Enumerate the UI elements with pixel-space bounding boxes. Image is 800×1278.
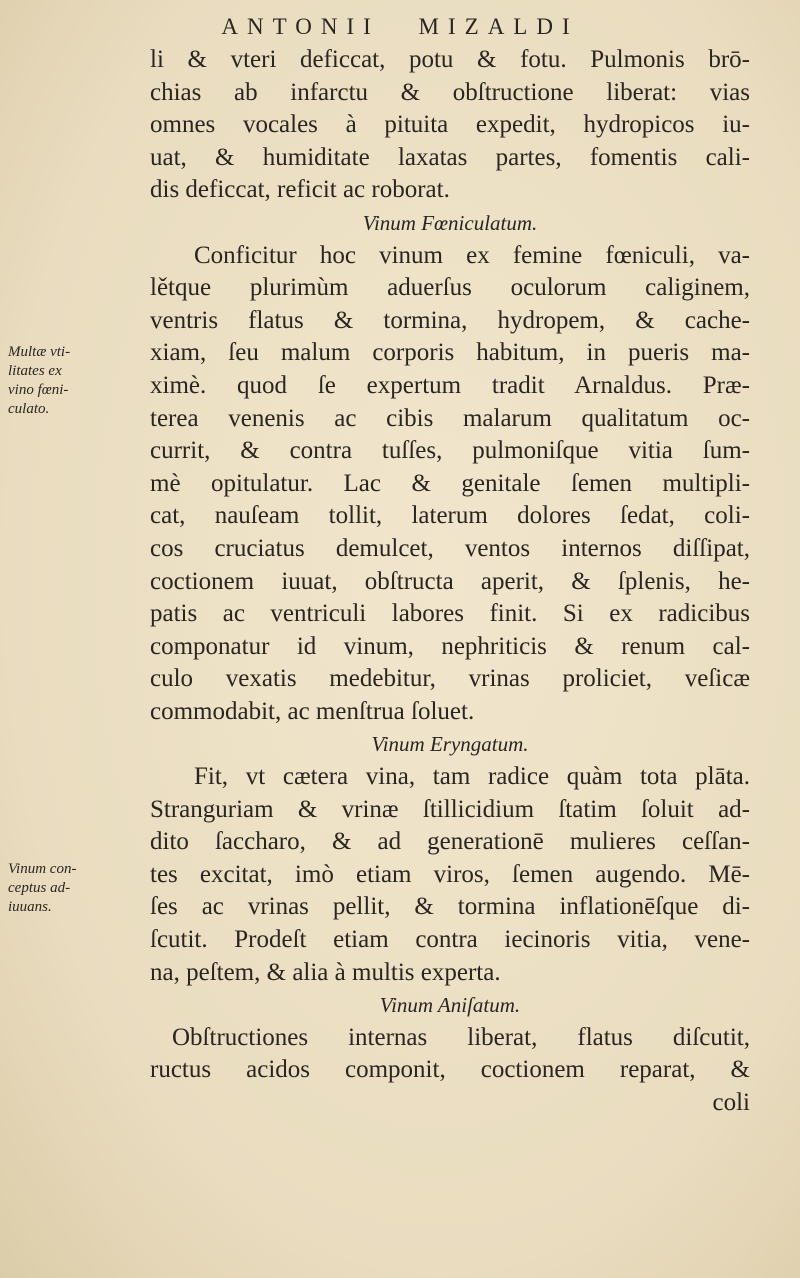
margin-note-line: ceptus ad- bbox=[8, 880, 71, 896]
text-line: culo vexatis medebitur, vrinas proliciet, veſicæ bbox=[150, 665, 750, 693]
margin-note-line: Vinum con- bbox=[8, 861, 77, 877]
body-text bbox=[150, 44, 750, 1120]
text-line: ſes ac vrinas pellit, & tormina inflationēſque di- bbox=[150, 893, 750, 921]
text-line: omnes vocales à pituita expedit, hydropicos iu- bbox=[150, 111, 750, 139]
text-line: commodabit, ac menſtrua ſoluet. bbox=[150, 697, 475, 725]
text-line: li & vteri deficcat, potu & fotu. Pulmonis brō- bbox=[150, 46, 750, 73]
margin-note-eryngo bbox=[8, 860, 100, 917]
header-author-last: MIZALDI bbox=[418, 14, 579, 39]
text-line: uat, & humiditate laxatas partes, fomentis cali- bbox=[150, 143, 750, 171]
text-line: coctionem iuuat, obſtructa aperit, & ſplenis, he- bbox=[150, 567, 750, 595]
text-line: chias ab infarctu & obſtructione liberat: vias bbox=[150, 78, 750, 106]
text-line: tes excitat, imò etiam viros, ſemen augendo. Mē- bbox=[150, 860, 750, 888]
text-line: lětque plurimùm aduerſus oculorum caliginem, bbox=[150, 274, 750, 302]
text-line: patis ac ventriculi labores finit. Si ex radicibus bbox=[150, 600, 750, 628]
text-line: Fit, vt cætera vina, tam radice quàm tota plāta. bbox=[194, 763, 750, 791]
margin-note-fennel bbox=[8, 343, 100, 419]
text-line: terea venenis ac cibis malarum qualitatum oc- bbox=[150, 404, 750, 432]
text-line: ſcutit. Prodeſt etiam contra iecinoris vitia, vene- bbox=[150, 926, 750, 954]
text-line: mè opitulatur. Lac & genitale ſemen multipli- bbox=[150, 469, 750, 497]
text-line: Stranguriam & vrinæ ſtillicidium ſtatim ſoluit ad- bbox=[150, 795, 750, 823]
text-line: ventris flatus & tormina, hydropem, & cache- bbox=[150, 306, 750, 334]
margin-note-line: iuuans. bbox=[8, 899, 52, 915]
text-line: Conficitur hoc vinum ex femine fœniculi, va- bbox=[194, 241, 750, 269]
section-heading-fennel: Vinum Fœniculatum. bbox=[362, 210, 538, 235]
header-author-first: ANTONII bbox=[221, 14, 380, 39]
section-heading-anise: Vinum Aniſatum. bbox=[379, 993, 521, 1018]
text-line: dis deficcat, reficit ac roborat. bbox=[150, 176, 450, 204]
text-line: componatur id vinum, nephriticis & renum cal- bbox=[150, 632, 750, 660]
margin-note-line: litates ex bbox=[8, 363, 62, 379]
text-line: ructus acidos componit, coctionem reparat, & bbox=[150, 1056, 750, 1084]
text-line: currit, & contra tuſſes, pulmoniſque vitia ſum- bbox=[150, 437, 750, 465]
text-line: na, peſtem, & alia à multis experta. bbox=[150, 958, 501, 986]
margin-note-line: vino fœni- bbox=[8, 382, 69, 398]
text-line: Obſtructiones internas liberat, flatus diſcutit, bbox=[172, 1023, 750, 1051]
catchword: coli bbox=[712, 1089, 750, 1116]
running-header bbox=[0, 14, 800, 40]
text-line: dito ſaccharo, & ad generationē mulieres ceſſan- bbox=[150, 828, 750, 856]
text-line: cos cruciatus demulcet, ventos internos diſſipat, bbox=[150, 534, 750, 562]
text-line: cat, nauſeam tollit, laterum dolores ſedat, coli- bbox=[150, 502, 750, 530]
text-line: xiam, ſeu malum corporis habitum, in pueris ma- bbox=[150, 339, 750, 367]
margin-note-line: Multæ vti- bbox=[8, 344, 71, 360]
text-line: ximè. quod ſe expertum tradit Arnaldus. Præ- bbox=[150, 371, 750, 399]
section-heading-eryngo: Vinum Eryngatum. bbox=[371, 732, 529, 757]
margin-note-line: culato. bbox=[8, 401, 50, 417]
